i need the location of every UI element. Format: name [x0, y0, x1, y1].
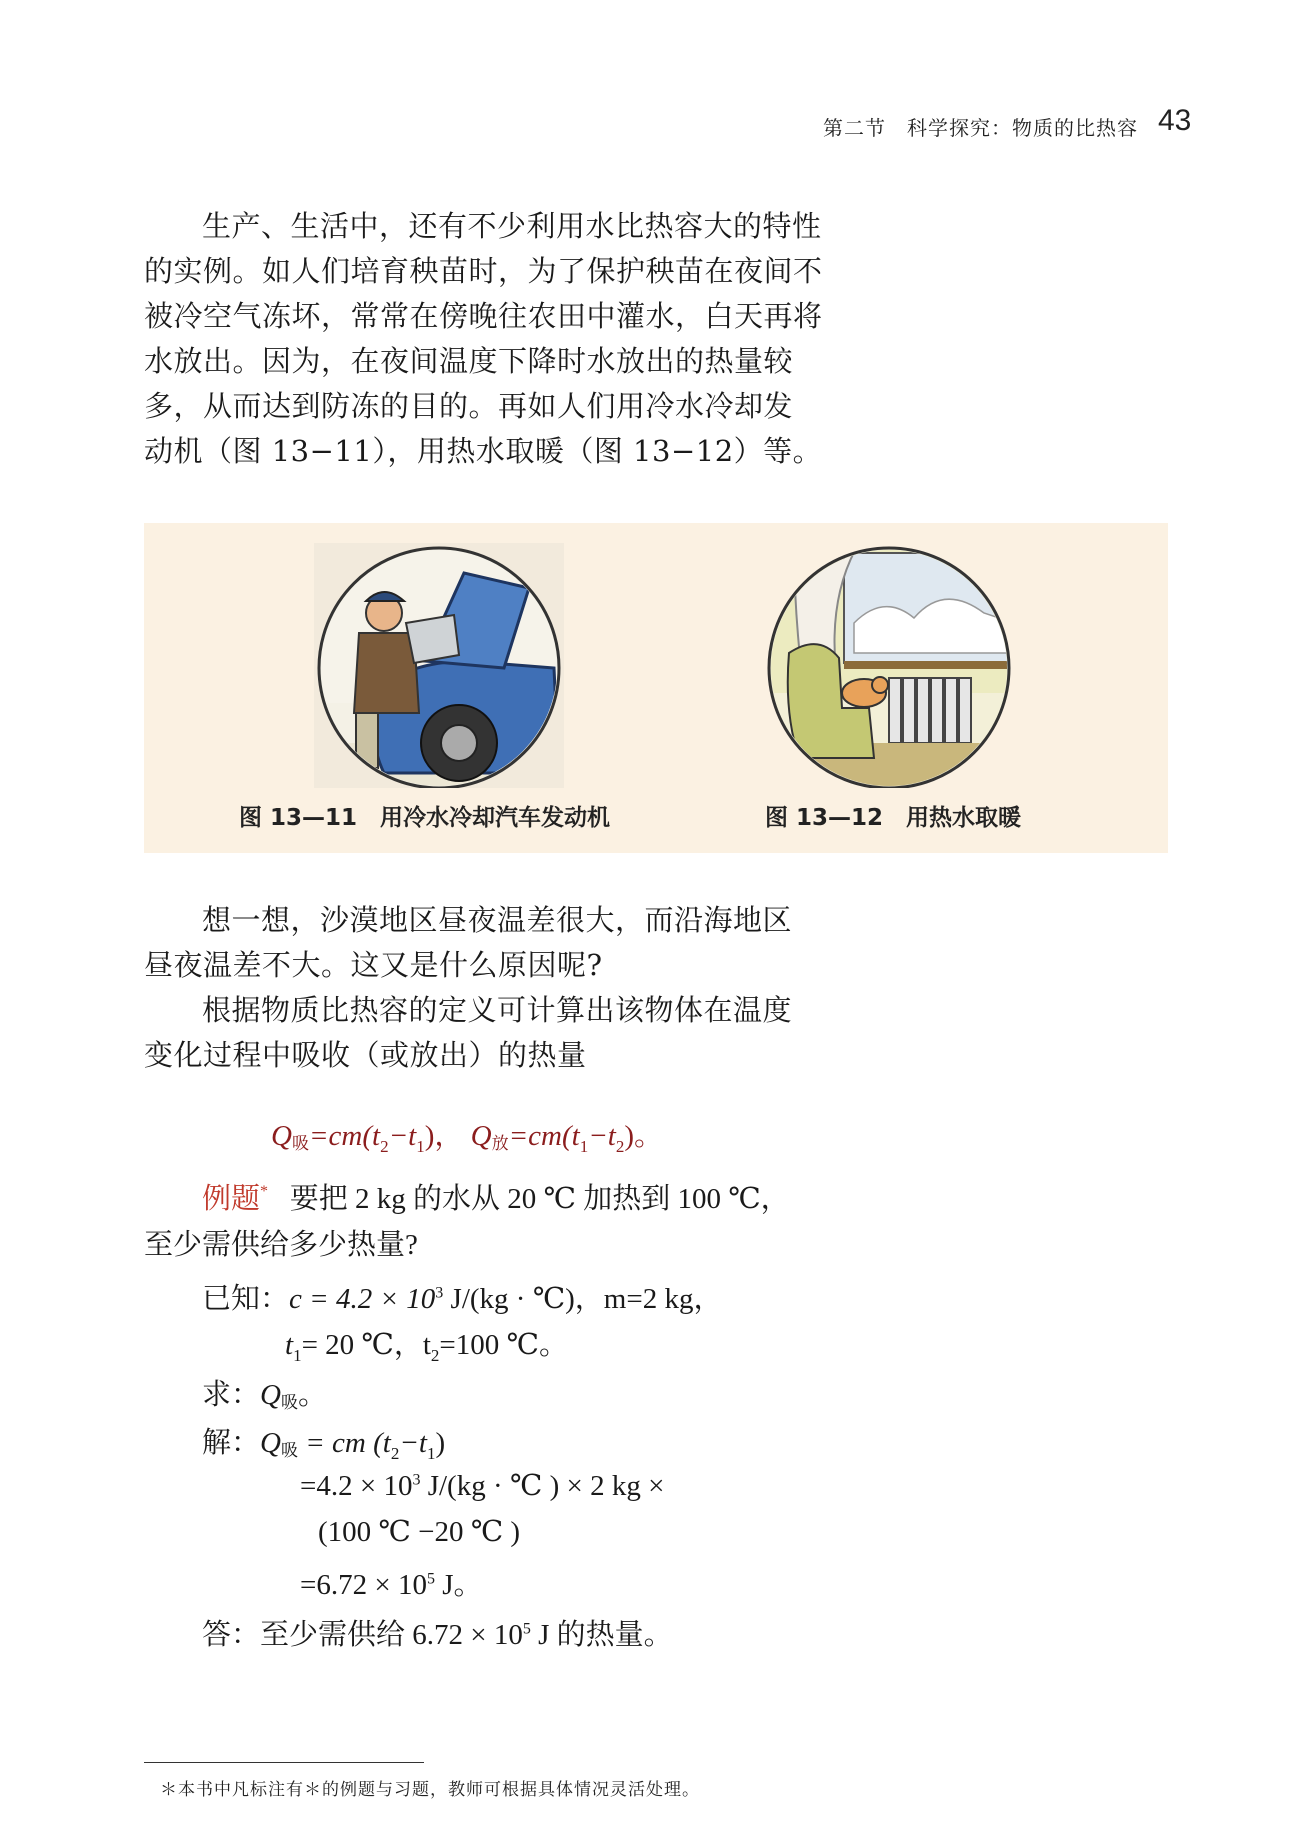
formula-subscript: 2 [380, 1136, 389, 1156]
text-line: 昼夜温差不大。这又是什么原因呢? [144, 948, 603, 982]
text-line: 被冷空气冻坏，常常在傍晚往农田中灌水，白天再将 [144, 299, 823, 333]
known-text: J/(kg · ℃)，m=2 kg， [443, 1283, 723, 1315]
footnote: ＊本书中凡标注有＊的例题与习题，教师可根据具体情况灵活处理。 [160, 1780, 700, 1800]
solve-text: =6.72 × 10 [300, 1569, 427, 1601]
paragraph-intro [144, 204, 844, 474]
subscript: 吸 [280, 1393, 298, 1412]
text-line: 想一想，沙漠地区昼夜温差很大，而沿海地区 [202, 903, 793, 937]
formula-part: =cm(t [308, 1120, 381, 1152]
text-line: 根据物质比热容的定义可计算出该物体在温度 [202, 993, 793, 1027]
known-line [202, 1276, 722, 1317]
solve-line [300, 1468, 664, 1503]
text-line: 的实例。如人们培育秧苗时，为了保护秧苗在夜间不 [144, 254, 823, 288]
asterisk-icon: * [260, 1183, 269, 1200]
page-number: 43 [1158, 104, 1192, 137]
find-symbol: Q [260, 1379, 281, 1411]
subscript: 2 [430, 1345, 440, 1365]
exponent: 5 [522, 1620, 531, 1638]
exponent: 5 [426, 1570, 435, 1588]
solve-text: J/(kg · ℃ ) × 2 kg × [420, 1470, 665, 1502]
formula-part: )， [424, 1120, 464, 1152]
text-line: 动机（图 13−11），用热水取暖（图 13−12）等。 [144, 434, 823, 468]
exponent: 3 [435, 1284, 444, 1302]
find-line [202, 1372, 327, 1413]
solve-text: ) [435, 1427, 446, 1459]
known-line [285, 1322, 568, 1366]
formula-symbol: Q [470, 1120, 492, 1152]
figure-caption: 图 13—12 用热水取暖 [765, 805, 1022, 831]
car-engine-illustration [314, 543, 564, 788]
formula-part: =cm(t [508, 1120, 580, 1152]
known-text: =100 ℃。 [439, 1329, 568, 1361]
figure-caption: 图 13—11 用冷水冷却汽车发动机 [239, 805, 611, 831]
formula-part: −t [388, 1120, 417, 1152]
figure-panel [144, 523, 1168, 853]
solve-line [202, 1420, 445, 1464]
solve-line: (100 ℃ −20 ℃ ) [318, 1516, 521, 1548]
text-line: 生产、生活中，还有不少利用水比热容大的特性 [202, 209, 822, 243]
known-text: t [285, 1329, 294, 1361]
solve-label: 解： [202, 1427, 261, 1459]
example-question [202, 1176, 790, 1217]
heat-formula [271, 1113, 663, 1157]
example-label: 例题 [202, 1181, 261, 1215]
formula-part: −t [588, 1120, 616, 1152]
radiator-illustration [764, 543, 1014, 788]
text-line: 水放出。因为，在夜间温度下降时水放出的热量较 [144, 344, 794, 378]
formula-subscript: 吸 [291, 1134, 309, 1153]
exponent: 3 [412, 1471, 421, 1489]
formula-subscript: 放 [491, 1134, 509, 1153]
solve-text: =4.2 × 10 [300, 1470, 413, 1502]
footnote-divider [144, 1762, 424, 1763]
subscript: 1 [426, 1443, 436, 1463]
formula-subscript: 1 [579, 1136, 589, 1156]
subscript: 2 [390, 1443, 400, 1463]
answer-label: 答： [202, 1619, 261, 1651]
formula-symbol: Q [271, 1120, 292, 1152]
subscript: 吸 [280, 1441, 298, 1460]
text-line: 变化过程中吸收（或放出）的热量 [144, 1038, 587, 1072]
solve-line [300, 1562, 483, 1603]
find-text: 。 [297, 1379, 327, 1411]
question-text: 要把 2 kg 的水从 20 ℃ 加热到 100 ℃， [289, 1183, 790, 1215]
solve-text: −t [399, 1427, 427, 1459]
formula-subscript: 2 [615, 1136, 625, 1156]
solve-text: J。 [434, 1569, 483, 1601]
answer-text: 至少需供给 6.72 × 10 [260, 1619, 523, 1651]
solve-text: = cm (t [297, 1427, 391, 1459]
paragraph-think [144, 898, 844, 1078]
subscript: 1 [293, 1345, 302, 1365]
formula-part: )。 [624, 1120, 663, 1152]
question-text: 至少需供给多少热量? [144, 1229, 418, 1261]
text-line: 多，从而达到防冻的目的。再如人们用冷水冷却发 [144, 389, 794, 423]
solve-symbol: Q [260, 1427, 281, 1459]
answer-line [202, 1612, 673, 1653]
find-label: 求： [202, 1379, 261, 1411]
known-text: c = 4.2 × 10 [289, 1283, 436, 1315]
known-text: = 20 ℃，t [301, 1329, 431, 1361]
known-label: 已知： [202, 1283, 290, 1315]
answer-text: J 的热量。 [530, 1619, 673, 1651]
running-header: 第二节 科学探究：物质的比热容 [823, 116, 1138, 140]
formula-subscript: 1 [416, 1136, 425, 1156]
